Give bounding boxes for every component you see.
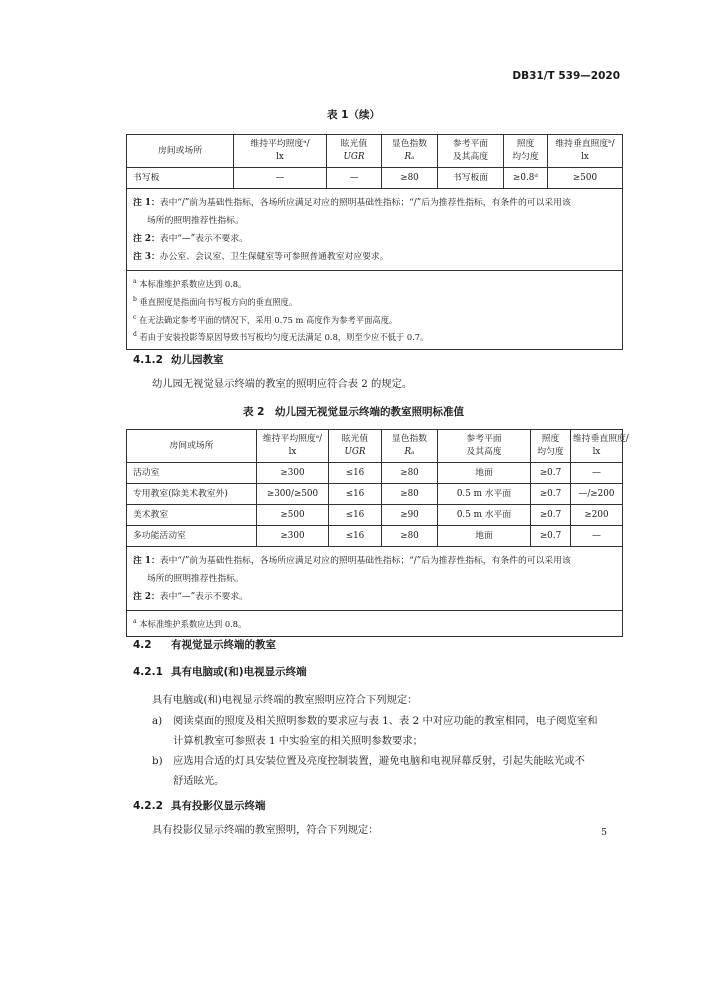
table1-caption: 表 1（续） xyxy=(327,109,380,121)
section-heading-4-1-2: 4.1.2 幼儿园教室 xyxy=(133,354,224,366)
table1 xyxy=(126,134,623,350)
table-cell: ≥500 xyxy=(257,505,329,526)
table-cell: 地面 xyxy=(438,526,531,547)
table-cell: 0.5 m 水平面 xyxy=(438,484,531,505)
table-footnote: $^b$ 垂直照度是指面向书写板方向的垂直照度。 xyxy=(133,295,298,307)
table-cell: ≥80 xyxy=(382,168,438,189)
table-cell: — xyxy=(571,463,623,484)
table-cell: — xyxy=(234,168,327,189)
section-heading-4-2-2: 4.2.2 具有投影仪显示终端 xyxy=(133,800,266,812)
table2-header-cell: 参考平面 及其高度 xyxy=(438,430,531,463)
table1-header-cell: 显色指数 Rₐ xyxy=(382,135,438,168)
table-cell: — xyxy=(571,526,623,547)
table-cell: ≥0.8ᵈ xyxy=(504,168,548,189)
document-code: DB31/T 539—2020 xyxy=(512,70,620,82)
table1-header-row xyxy=(127,135,623,168)
table2-footnotes-row xyxy=(127,611,623,637)
table-note: 注 1：表中“/”前为基础性指标，各场所应满足对应的照明基础性指标；“/”后为推荐性指标，有条件的可以采用该 xyxy=(133,556,571,566)
table2 xyxy=(126,429,629,637)
table-cell: 书写板面 xyxy=(438,168,504,189)
table-row xyxy=(127,168,623,189)
table1-footnotes xyxy=(127,271,623,350)
table-cell: ≥500 xyxy=(548,168,623,189)
table2-notes-row xyxy=(127,547,623,611)
table1-header-cell: 维持垂直照度ᵇ/ lx xyxy=(548,135,623,168)
table-note-continuation: 场所的照明推荐性指标。 xyxy=(147,216,244,226)
table-cell: ≥0.7 xyxy=(531,484,571,505)
table-cell: ≥300 xyxy=(257,463,329,484)
table-note: 注 1：表中“/”前为基础性指标，各场所应满足对应的照明基础性指标；“/”后为推荐性指标，有条件的可以采用该 xyxy=(133,198,571,208)
table-footnote: $^c$ 在无法确定参考平面的情况下，采用 0.75 m 高度作为参考平面高度。 xyxy=(133,313,398,325)
table-cell: ≥80 xyxy=(382,526,438,547)
table2-header-cell: 显色指数 Rₐ xyxy=(382,430,438,463)
list-item-text: 舒适眩光。 xyxy=(173,775,225,787)
table-cell: ≤16 xyxy=(329,505,382,526)
table2-header-row xyxy=(127,430,623,463)
table-row xyxy=(127,463,623,484)
table-note: 注 3：办公室、会议室、卫生保健室等可参照普通教室对应要求。 xyxy=(133,252,389,262)
table-cell: —/≥200 xyxy=(571,484,623,505)
table-note-continuation: 场所的照明推荐性指标。 xyxy=(147,574,244,584)
table1-header-cell: 照度 均匀度 xyxy=(504,135,548,168)
table1-notes xyxy=(127,189,623,271)
section-heading-4-2: 4.2 有视觉显示终端的教室 xyxy=(133,639,276,651)
table-cell: ≥0.7 xyxy=(531,526,571,547)
table-cell: ≥200 xyxy=(571,505,623,526)
table-cell: ≥90 xyxy=(382,505,438,526)
section-heading-4-2-1: 4.2.1 具有电脑或(和)电视显示终端 xyxy=(133,666,307,678)
page-number: 5 xyxy=(600,827,607,838)
table-cell: ≥80 xyxy=(382,463,438,484)
table-note: 注 2：表中“—”表示不要求。 xyxy=(133,234,248,244)
table-cell: ≥300/≥500 xyxy=(257,484,329,505)
table-cell: 地面 xyxy=(438,463,531,484)
table-note: 注 2：表中“—”表示不要求。 xyxy=(133,592,248,602)
table-cell: 专用教室(除美术教室外) xyxy=(127,484,257,505)
table1-header-cell: 房间或场所 xyxy=(127,135,234,168)
table2-header-cell: 眩光值 UGR xyxy=(329,430,382,463)
table2-caption: 表 2 幼儿园无视觉显示终端的教室照明标准值 xyxy=(243,406,464,418)
table2-footnotes xyxy=(127,611,623,637)
list-item-text: 阅读桌面的照度及相关照明参数的要求应与表 1、表 2 中对应功能的教室相同，电子阅览室和 xyxy=(173,715,598,727)
table-cell: ≤16 xyxy=(329,463,382,484)
list-item-text: 应选用合适的灯具安装位置及亮度控制装置，避免电脑和电视屏幕反射，引起失能眩光或不 xyxy=(173,755,585,767)
list-item-marker: b) xyxy=(152,755,163,767)
table2-header-cell: 房间或场所 xyxy=(127,430,257,463)
table2-notes xyxy=(127,547,623,611)
table-row xyxy=(127,484,623,505)
table-cell: 0.5 m 水平面 xyxy=(438,505,531,526)
table-row xyxy=(127,526,623,547)
table-footnote: $^d$ 若由于安装投影等原因导致书写板均匀度无法满足 0.8，则至少应不低于 0.7。 xyxy=(133,331,429,343)
table-footnote: $^a$ 本标准维护系数应达到 0.8。 xyxy=(133,618,247,629)
table2-header-cell: 维持平均照度ᵃ/ lx xyxy=(257,430,329,463)
table-cell: — xyxy=(327,168,382,189)
table-cell: 美术教室 xyxy=(127,505,257,526)
table-cell: ≤16 xyxy=(329,526,382,547)
table-cell: ≥80 xyxy=(382,484,438,505)
table-footnote: $^a$ 本标准维护系数应达到 0.8。 xyxy=(133,278,247,289)
table1-footnotes-row xyxy=(127,271,623,350)
list-item-marker: a) xyxy=(152,715,163,727)
table-cell: ≥0.7 xyxy=(531,463,571,484)
table1-header-cell: 眩光值 UGR xyxy=(327,135,382,168)
table-cell: ≤16 xyxy=(329,484,382,505)
table-cell: 活动室 xyxy=(127,463,257,484)
table2-header-cell: 维持垂直照度/ lx xyxy=(571,430,623,463)
list-item-text: 计算机教室可参照表 1 中实验室的相关照明参数要求； xyxy=(173,735,423,747)
table-row xyxy=(127,505,623,526)
table2-header-cell: 照度 均匀度 xyxy=(531,430,571,463)
table1-notes-row xyxy=(127,189,623,271)
section-paragraph: 具有投影仪显示终端的教室照明，符合下列规定： xyxy=(152,824,379,836)
section-paragraph: 具有电脑或(和)电视显示终端的教室照明应符合下列规定： xyxy=(152,694,418,706)
section-paragraph: 幼儿园无视觉显示终端的教室的照明应符合表 2 的规定。 xyxy=(152,378,413,390)
table1-header-cell: 维持平均照度ᵃ/ lx xyxy=(234,135,327,168)
table1-header-cell: 参考平面 及其高度 xyxy=(438,135,504,168)
table-cell: 多功能活动室 xyxy=(127,526,257,547)
table-cell: ≥0.7 xyxy=(531,505,571,526)
table-cell: ≥300 xyxy=(257,526,329,547)
table-cell: 书写板 xyxy=(127,168,234,189)
